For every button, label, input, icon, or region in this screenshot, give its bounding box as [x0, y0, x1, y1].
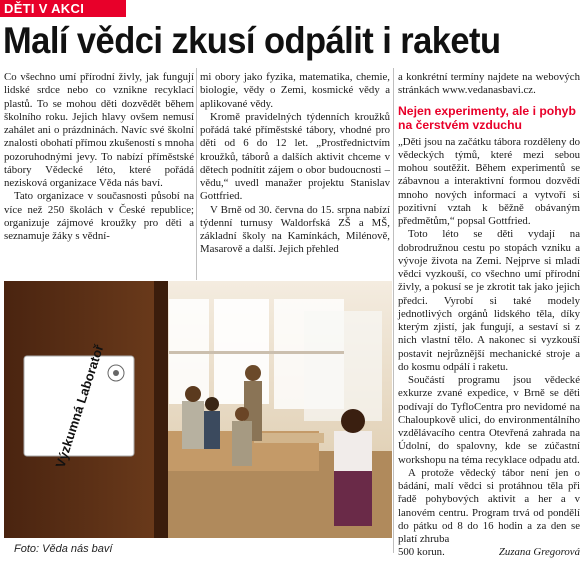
article-photo	[4, 281, 392, 538]
author-name: Zuzana Gregorová	[498, 546, 580, 559]
paragraph: A protože vědecký tábor není jen o bádání, malí vědci si protáhnou těla při řadě pohybových aktivit a her a v lanovém centru. Program trvá od pondělí do pátku od 8 do 16 hodin a za den se platí zhruba	[398, 466, 580, 545]
paragraph: a konkrétní termíny najdete na webových stránkách www.vedanasbavi.cz.	[398, 71, 580, 97]
article-column-1	[4, 71, 194, 243]
section-tag: DĚTI V AKCI	[0, 0, 126, 17]
column-divider	[393, 68, 394, 553]
photo-illustration	[4, 281, 392, 538]
headline: Malí vědci zkusí odpálit i raketu	[3, 19, 501, 61]
paragraph: V Brně od 30. června do 15. srpna nabízí týdenní turnusy Waldorfská ZŠ a MŠ, základní školy na Kamínkách, Milénově, Masarově a další. Jejich přehled	[200, 203, 390, 256]
paragraph: Co všechno umí přírodní živly, jak fungují lidské srdce nebo co vznikne recyklací plastů. To se mohou děti dozvědět během školního roku. Jejich hlavy ovšem nemusí zahálet ani o prázdninách. Navíc své školní znalosti obohatí přímou zkušeností s mnoha pozoruhodnými jevy. To nabízí příměstské tábory Vědecké léto, které pořádá nezisková organizace Věda nás baví.	[4, 71, 194, 189]
paragraph: Součástí programu jsou vědecké exkurze zvané expedice, v Brně se děti podívají do TyfloCentra pro nevidomé na Chaloupkově ulici, do environmentálního vzdělávacího centra Otevřená zahrada na Údolní, do spalovny, kde se zúčastní workshopu na téma recyklace odpadu atd.	[398, 374, 580, 466]
byline-row	[398, 546, 580, 559]
sign-text: Výzkumná Laboratoř	[52, 342, 107, 470]
paragraph: mi obory jako fyzika, matematika, chemie, biologie, vědy o Zemi, kosmické vědy a aplikované vědy.	[200, 71, 390, 110]
article-column-3	[398, 71, 580, 560]
paragraph: Kromě pravidelných týdenních kroužků pořádá také příměstské tábory, vhodné pro děti od 6 do 12 let. „Prostřednictvím kroužků, táborů a dalších aktivit chceme v dětech podnítit zájem o obor budoucnosti – vědu,“ uvedl manažer projektu Stanislav Gottfried.	[200, 110, 390, 203]
paragraph-end: 500 korun.	[398, 546, 445, 559]
subheading: Nejen experimenty, ale i pohyb na čerstvém vzduchu	[398, 103, 576, 132]
article-column-2	[200, 71, 390, 257]
paragraph: „Děti jsou na začátku tábora rozděleny do vědeckých týmů, které mezi sebou mohou soutěžit. Během experimentů se zábavnou a interaktivní formou dozvědí mnoho nových informací a vytvoří si pozitivní vztah k běžně obávaným předmětům,“ popsal Gottfried.	[398, 135, 580, 227]
paragraph: Toto léto se děti vydají na dobrodružnou cestu po stopách vzniku a vývoje života na Zemi. Nejprve si mladí vědci vyzkouší, co všechno umí přírodní živly, a pokusí se je zkrotit tak jako jejich předci. Vyrobí si také modely jednotlivých orgánů lidského těla, díky kterým zjistí, jak fungují, a sestaví si z nich vlastní tělo. A nakonec si vyzkouší postavit nejrůznější mechanické stroje a do kosmu odpálí i raketu.	[398, 228, 580, 373]
column-divider	[196, 68, 197, 280]
paragraph: Tato organizace v současnosti působí na více než 250 školách v České republice; organizuje zájmové kroužky pro děti a seznamuje žáky s vědní-	[4, 190, 194, 242]
photo-caption: Foto: Věda nás baví	[14, 543, 113, 555]
